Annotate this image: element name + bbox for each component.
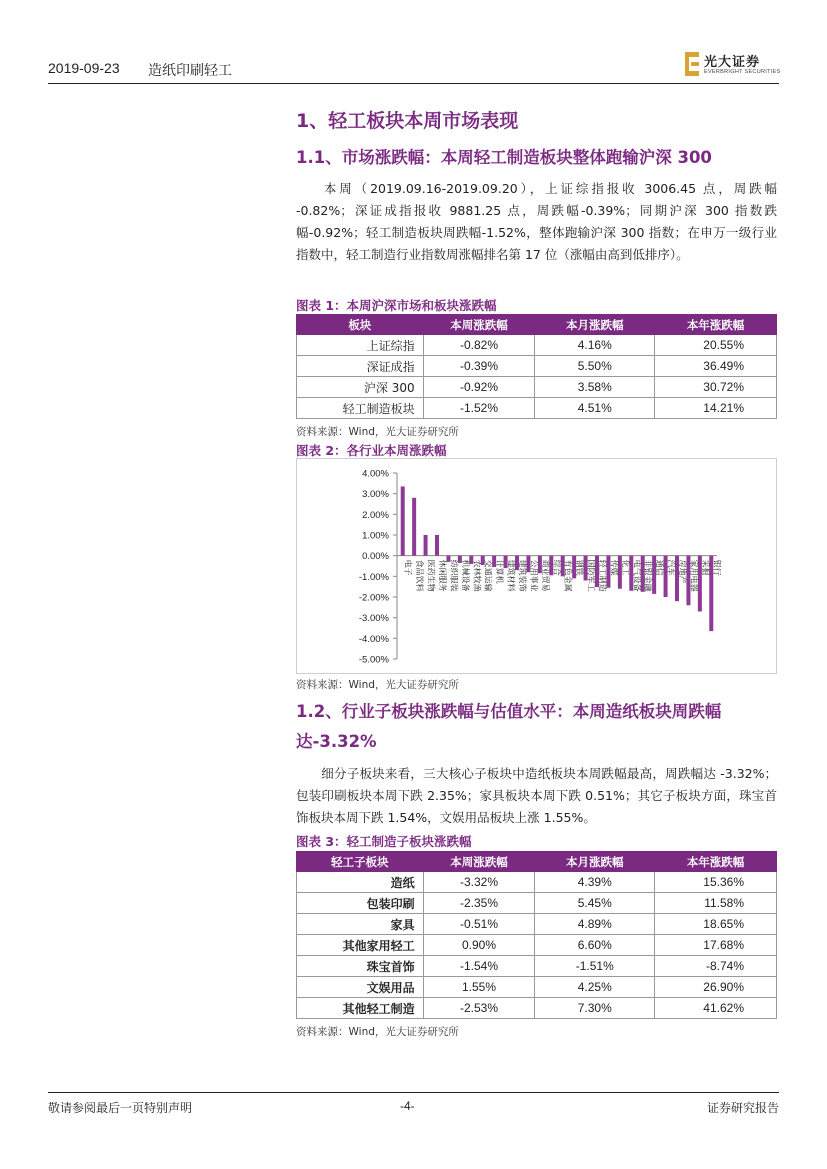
x-category-label: 房地产 (678, 559, 687, 584)
row-label: 其他家用轻工 (297, 935, 424, 956)
table-cell: -2.35% (423, 893, 535, 914)
table-cell: 5.45% (535, 893, 655, 914)
market-table (296, 314, 777, 419)
figure1-source: 资料来源：Wind，光大证券研究所 (296, 426, 459, 438)
footer-report-type: 证券研究报告 (706, 1101, 779, 1115)
figure1-title: 图表 1：本周沪深市场和板块涨跌幅 (296, 298, 497, 313)
x-category-label: 纺织服装 (449, 559, 459, 592)
row-label: 文娱用品 (297, 977, 424, 998)
footer-divider (48, 1092, 779, 1093)
table-row (297, 398, 777, 419)
table-cell: 1.55% (423, 977, 535, 998)
bar (412, 498, 416, 556)
table-cell: -0.51% (423, 914, 535, 935)
x-category-label: 食品饮料 (415, 559, 425, 592)
logo-name-en: EVERBRIGHT SECURITIES (704, 69, 781, 75)
table-row (297, 956, 777, 977)
table-cell: 3.58% (535, 377, 655, 398)
report-sector: 造纸印刷轻工 (148, 63, 232, 79)
x-category-label: 建筑材料 (506, 559, 516, 592)
bar (435, 535, 439, 556)
table-cell: -0.39% (423, 356, 535, 377)
table-cell: 26.90% (655, 977, 777, 998)
header-divider (48, 83, 779, 84)
table-row (297, 893, 777, 914)
logo-name-cn: 光大证券 (704, 55, 761, 70)
table-cell: -1.51% (535, 956, 655, 977)
table-cell: 18.65% (655, 914, 777, 935)
x-category-label: 电子 (403, 559, 413, 576)
y-tick-label: -4.00% (358, 633, 389, 645)
table2-header-3: 本年涨跌幅 (655, 852, 777, 872)
table-cell: 5.50% (535, 356, 655, 377)
x-category-label: 机械设备 (460, 559, 470, 592)
table-cell: 11.58% (655, 893, 777, 914)
table-cell: -2.53% (423, 998, 535, 1019)
table-cell: -0.92% (423, 377, 535, 398)
x-category-label: 化工 (620, 559, 630, 576)
x-category-label: 农林牧渔 (472, 559, 482, 592)
x-category-label: 轻工制造 (598, 559, 607, 592)
table-cell: 20.55% (655, 335, 777, 356)
table-row (297, 377, 777, 398)
paragraph-market: 本周（2019.09.16-2019.09.20），上证综指报收 3006.45 点，周跌幅 -0.82%；深证成指报收 9881.25 点，周跌幅-0.39%；同期沪深 300 指数跌幅-0.92%；轻工制造板块周跌幅-1.52%，整体跑输沪深 300 指数；在申万一级行业指数中，轻工制造行业指数周涨幅排名第 17 位（涨幅由高到低排序）。 (296, 181, 777, 262)
table-cell: 4.16% (535, 335, 655, 356)
y-tick-label: -3.00% (358, 613, 389, 625)
x-category-label: 有色金属 (563, 559, 573, 592)
bar (401, 486, 405, 555)
industry-bar-chart (296, 458, 777, 674)
table-cell: 17.68% (655, 935, 777, 956)
table2-header-2: 本月涨跌幅 (535, 852, 655, 872)
x-category-label: 国防军工 (586, 559, 596, 592)
x-category-label: 公用事业 (529, 559, 539, 592)
x-category-label: 采掘 (700, 559, 710, 576)
page-number: -4- (400, 1099, 415, 1113)
table-cell: -1.52% (423, 398, 535, 419)
y-tick-label: 3.00% (362, 489, 389, 501)
y-tick-label: 0.00% (362, 551, 389, 563)
x-category-label: 休闲服务 (438, 559, 447, 592)
table-cell: -8.74% (655, 956, 777, 977)
y-tick-label: 2.00% (362, 509, 389, 521)
table-row (297, 914, 777, 935)
row-label: 上证综指 (297, 335, 424, 356)
table-row (297, 356, 777, 377)
logo-mark-icon (685, 52, 699, 76)
figure2-title: 图表 2：各行业本周涨跌幅 (296, 443, 447, 458)
table-cell: 30.72% (655, 377, 777, 398)
subsection-title-1-2: 1.2、行业子板块涨跌幅与估值水平：本周造纸板块周跌幅达-3.32% (296, 702, 722, 751)
y-tick-label: 1.00% (362, 530, 389, 542)
table-cell: -3.32% (423, 872, 535, 893)
table1-header-0: 板块 (297, 315, 424, 335)
y-tick-label: -1.00% (358, 571, 389, 583)
table1-header-3: 本年涨跌幅 (655, 315, 777, 335)
paragraph-subsectors: 细分子板块来看，三大核心子板块中造纸板块本周跌幅最高，周跌幅达 -3.32%；包装印刷板块本周下跌 2.35%；家具板块本周下跌 0.51%；其它子板块方面，珠宝首饰板块本周下跌 1.54%，文娱用品板块上涨 1.55%。 (296, 766, 777, 825)
x-category-label: 建筑装饰 (518, 559, 527, 592)
bar (424, 535, 428, 556)
table2-header-1: 本周涨跌幅 (423, 852, 535, 872)
table-cell: -1.54% (423, 956, 535, 977)
table-row (297, 977, 777, 998)
table1-header-2: 本月涨跌幅 (535, 315, 655, 335)
x-category-label: 银行 (712, 559, 722, 576)
subsector-table (296, 851, 777, 1019)
x-category-label: 钢铁 (575, 559, 585, 576)
x-category-label: 计算机 (495, 559, 505, 584)
table-row (297, 335, 777, 356)
section-title: 1、轻工板块本周市场表现 (296, 110, 519, 132)
figure3-source: 资料来源：Wind，光大证券研究所 (296, 1026, 459, 1038)
y-tick-label: -5.00% (358, 654, 389, 666)
table-cell: 36.49% (655, 356, 777, 377)
row-label: 轻工制造板块 (297, 398, 424, 419)
table-cell: -0.82% (423, 335, 535, 356)
row-label: 其他轻工制造 (297, 998, 424, 1019)
row-label: 深证成指 (297, 356, 424, 377)
table-row (297, 998, 777, 1019)
table2-header-0: 轻工子板块 (297, 852, 424, 872)
row-label: 造纸 (297, 872, 424, 893)
table-cell: 7.30% (535, 998, 655, 1019)
x-category-label: 非银金融 (643, 559, 653, 592)
table-cell: 4.25% (535, 977, 655, 998)
report-date: 2019-09-23 (48, 60, 120, 76)
x-category-label: 交通运输 (483, 559, 493, 592)
x-category-label: 综合 (552, 559, 562, 576)
table-cell: 41.62% (655, 998, 777, 1019)
row-label: 家具 (297, 914, 424, 935)
row-label: 珠宝首饰 (297, 956, 424, 977)
table1-header-1: 本周涨跌幅 (423, 315, 535, 335)
company-logo (685, 50, 781, 80)
x-category-label: 医药生物 (426, 559, 436, 592)
chart-svg (297, 459, 778, 675)
table-cell: 4.51% (535, 398, 655, 419)
x-category-label: 家用电器 (689, 559, 699, 592)
table-row (297, 872, 777, 893)
x-category-label: 电气设备 (632, 559, 642, 592)
table-cell: 14.21% (655, 398, 777, 419)
x-category-label: 商业贸易 (540, 559, 550, 592)
figure2-source: 资料来源：Wind，光大证券研究所 (296, 679, 459, 691)
row-label: 包装印刷 (297, 893, 424, 914)
x-category-label: 通信 (655, 559, 665, 576)
table-cell: 4.89% (535, 914, 655, 935)
table-cell: 4.39% (535, 872, 655, 893)
x-category-label: 汽车 (666, 559, 676, 576)
x-category-label: 传媒 (609, 559, 619, 576)
row-label: 沪深 300 (297, 377, 424, 398)
subsection-title-1-1: 1.1、市场涨跌幅：本周轻工制造板块整体跑输沪深 300 (296, 148, 712, 167)
footer-disclaimer: 敬请参阅最后一页特别声明 (48, 1101, 193, 1115)
table-cell: 0.90% (423, 935, 535, 956)
page-header (48, 50, 779, 82)
table-row (297, 935, 777, 956)
figure3-title: 图表 3：轻工制造子板块涨跌幅 (296, 834, 472, 849)
table-cell: 6.60% (535, 935, 655, 956)
y-tick-label: -2.00% (358, 592, 389, 604)
y-tick-label: 4.00% (362, 468, 389, 480)
table-cell: 15.36% (655, 872, 777, 893)
